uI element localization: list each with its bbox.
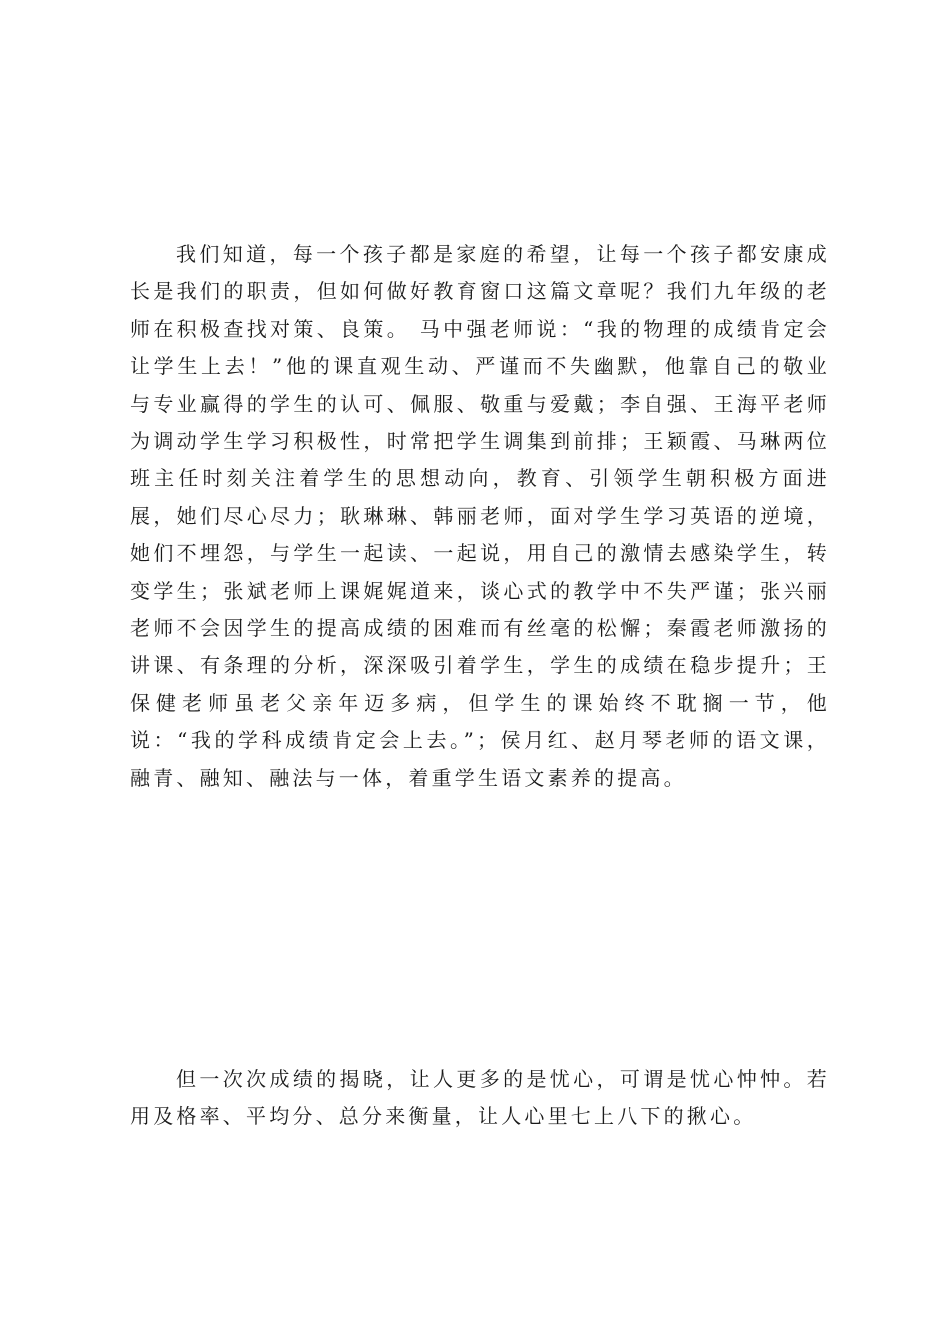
- body-paragraph-1: 我们知道，每一个孩子都是家庭的希望，让每一个孩子都安康成长是我们的职责，但如何做好教育窗口这篇文章呢？我们九年级的老师在积极查找对策、良策。 马中强老师说：“我的物理的成绩肯定会让学生上去！”他的课直观生动、严谨而不失幽默，他靠自己的敬业与专业赢得的学生的认可、佩服、敬重与爱戴；李自强、王海平老师为调动学生学习积极性，时常把学生调集到前排；王颖霞、马琳两位班主任时刻关注着学生的思想动向，教育、引领学生朝积极方面进展，她们尽心尽力；耿琳琳、韩丽老师，面对学生学习英语的逆境，她们不埋怨，与学生一起读、一起说，用自己的激情去感染学生，转变学生；张斌老师上课娓娓道来，谈心式的教学中不失严谨；张兴丽老师不会因学生的提高成绩的困难而有丝毫的松懈；秦霞老师激扬的讲课、有条理的分析，深深吸引着学生，学生的成绩在稳步提升；王保健老师虽老父亲年迈多病，但学生的课始终不耽搁一节，他说：“我的学科成绩肯定会上去。”；侯月红、赵月琴老师的语文课，融青、融知、融法与一体，着重学生语文素养的提高。: [130, 242, 830, 790]
- body-paragraph-2: 但一次次成绩的揭晓，让人更多的是忧心，可谓是忧心忡忡。若用及格率、平均分、总分来衡量，让人心里七上八下的揪心。: [130, 1067, 830, 1129]
